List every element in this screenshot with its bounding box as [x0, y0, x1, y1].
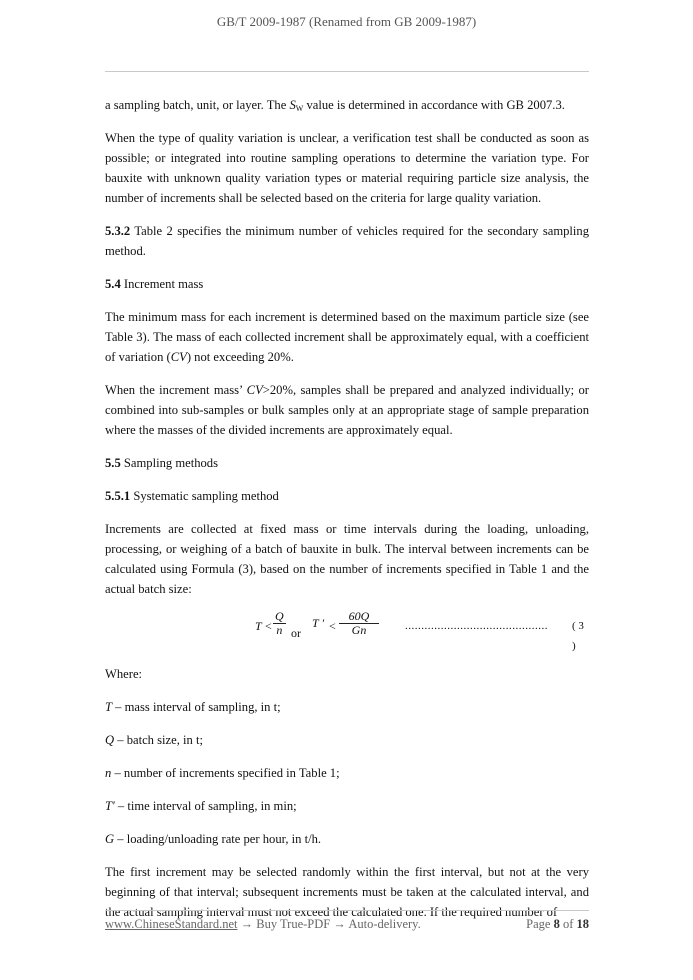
variable-definition [105, 730, 589, 750]
formula-3 [105, 610, 589, 652]
variable-symbol: n [105, 766, 112, 780]
text: When the increment mass’ [105, 383, 247, 397]
header-divider [105, 71, 589, 72]
section-number: 5.4 [105, 277, 121, 291]
text: ) not exceeding 20%. [186, 350, 294, 364]
variable-symbol: Q [105, 733, 115, 747]
numerator: 60Q [339, 610, 379, 624]
paragraph-systematic: Increments are collected at fixed mass or time intervals during the loading, unloading, processing, or weighing of a batch of bauxite in bulk. The interval between increments can be calculated using Formula (3), based on the number of increments specified in Table 1 and the actual batch size: [105, 522, 589, 596]
buy-link[interactable]: Buy True-PDF [256, 917, 331, 931]
numerator: Q [275, 609, 284, 623]
variable-definition [105, 829, 589, 849]
page-of: of [559, 917, 577, 931]
page-total: 18 [576, 917, 589, 931]
arrow-icon: → [237, 917, 257, 931]
variable-description: – time interval of sampling, in min; [114, 799, 297, 813]
fraction-q-over-n [273, 610, 286, 637]
page-indicator [526, 917, 589, 932]
text: a sampling batch, unit, or layer. The [105, 98, 290, 112]
symbol-cv: CV [246, 383, 263, 397]
page-number: 8 [553, 917, 560, 931]
running-header: GB/T 2009-1987 (Renamed from GB 2009-1987) [216, 14, 477, 29]
formula-leader-dots: ............................................ [405, 620, 548, 632]
symbol-cv: CV [170, 350, 187, 364]
equation-number: ( 3 ) [572, 620, 584, 652]
formula-lt: < [329, 619, 336, 633]
subscript-w: W [295, 104, 304, 113]
text: The minimum mass for each increment is determined based on the maximum particle size (see Table 3). The mass of each collected increment shall be approximately equal, with a coefficient of variation ( [105, 310, 589, 364]
section-title: Sampling methods [120, 456, 219, 470]
variable-description: – mass interval of sampling, in t; [112, 700, 281, 714]
delivery-text: Auto-delivery. [348, 917, 421, 931]
section-5-5-1-heading [105, 486, 589, 506]
variable-symbol: G [105, 832, 115, 846]
section-number: 5.5 [105, 456, 121, 470]
page-label: Page [526, 917, 554, 931]
formula-t: T [255, 619, 262, 633]
variable-definition [105, 763, 589, 783]
formula-or: or [291, 626, 301, 640]
arrow-icon: → [330, 917, 349, 931]
section-title: Increment mass [120, 277, 204, 291]
section-number: 5.5.1 [105, 489, 131, 503]
section-5-3-2 [105, 221, 589, 261]
text: value is determined in accordance with GB 2007.3. [303, 98, 565, 112]
section-5-4-heading [105, 274, 589, 294]
variable-description: – number of increments specified in Table 1; [111, 766, 340, 780]
variable-symbol: T [105, 700, 113, 714]
paragraph-increment-cv [105, 380, 589, 440]
paragraph-batch-sw [105, 95, 589, 115]
variable-definition [105, 796, 589, 816]
symbol-s: S [289, 98, 296, 112]
variable-description: – batch size, in t; [114, 733, 203, 747]
section-5-5-heading [105, 453, 589, 473]
footer-divider [105, 910, 589, 911]
formula-t-prime: T ′ [312, 616, 325, 630]
denominator: Gn [351, 623, 367, 637]
variable-symbol: T′ [105, 799, 115, 813]
paragraph-first-increment: The first increment may be selected randomly within the first interval, but not at the very beginning of that interval; subsequent increments must be taken at the calculated interval, and the actual sampling interval must not exceed the calculated one. If the required number of [105, 865, 589, 919]
variable-description: – loading/unloading rate per hour, in t/h. [114, 832, 322, 846]
variable-definition [105, 697, 589, 717]
section-title: Systematic sampling method [130, 489, 279, 503]
paragraph-min-mass [105, 307, 589, 367]
site-link[interactable]: www.ChineseStandard.net [105, 917, 238, 931]
formula-lt: < [265, 619, 272, 633]
fraction-60q-over-gn [339, 610, 379, 637]
page-content [105, 95, 589, 935]
paragraph-variation: When the type of quality variation is unclear, a verification test shall be conducted as soon as possible; or integrated into routine sampling operations to determine the variation type. For bauxite with unknown quality variation types or material requiring particle size analysis, the number of increments shall be selected based on the criteria for large quality variation. [105, 131, 589, 205]
section-text: Table 2 specifies the minimum number of vehicles required for the secondary sampling method. [105, 224, 589, 258]
footer-links [105, 917, 421, 932]
where-label: Where: [105, 667, 143, 681]
denominator: n [276, 623, 283, 637]
text: >20%, samples shall be prepared and analyzed individually; or combined into sub-samples or bulk samples only at an appropriate stage of sample preparation where the masses of the divided increments are approximately equal. [105, 383, 589, 437]
section-number: 5.3.2 [105, 224, 131, 238]
